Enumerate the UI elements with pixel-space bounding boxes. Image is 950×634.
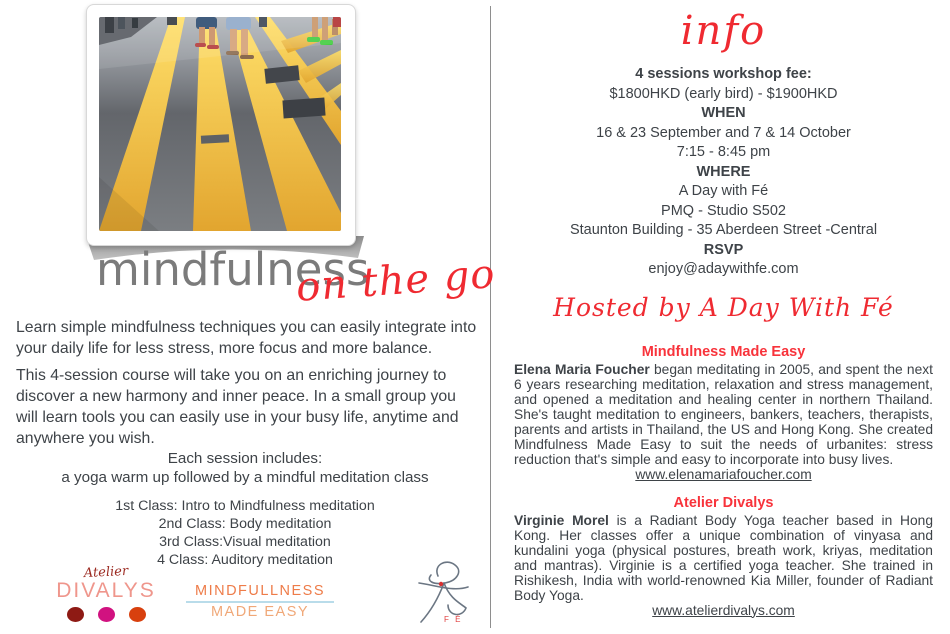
bio-virginie-text: is a Radiant Body Yoga teacher based in Hong Kong. Her classes offer a unique combination of vinyasa and kundalini yoga (physical postures, breath work, kriyas, meditation and mantras). Virginie is a certified yoga teacher. She trained in Rishikesh, India with world-renowned Kia Miller, founder of Radiant Body Yoga. bbox=[514, 512, 933, 603]
when-label: WHEN bbox=[701, 105, 746, 121]
section-heading-atelier-divalys: Atelier Divalys bbox=[673, 494, 774, 511]
rsvp-email[interactable]: enjoy@adaywithfe.com bbox=[648, 261, 799, 277]
rsvp-label: RSVP bbox=[703, 241, 744, 258]
atelier-divalys-logo bbox=[36, 565, 176, 622]
mindfullness-made-easy-mark bbox=[172, 583, 348, 620]
crosswalk-photo bbox=[86, 4, 356, 246]
fee-label: 4 sessions workshop fee: bbox=[635, 66, 812, 82]
fee-value: $1800HKD (early bird) - $1900HKD bbox=[609, 85, 838, 102]
atelier-script-word: Atelier bbox=[83, 563, 129, 582]
link-elenamariafoucher[interactable]: www.elenamariafoucher.com bbox=[635, 466, 812, 482]
link-atelierdivalys[interactable]: www.atelierdivalys.com bbox=[652, 602, 795, 618]
class-item-4: 4 Class: Auditory meditation bbox=[157, 552, 333, 568]
where-studio: PMQ - Studio S502 bbox=[661, 202, 786, 219]
fe-logo-icon bbox=[406, 560, 484, 630]
section-heading-mindfulness-made-easy: Mindfulness Made Easy bbox=[641, 343, 806, 360]
bio-virginie-name: Virginie Morel bbox=[514, 512, 609, 528]
where-label: WHERE bbox=[696, 163, 751, 180]
session-includes-label: Each session includes: bbox=[167, 450, 323, 467]
class-list bbox=[0, 497, 490, 569]
page-title: mindfulness bbox=[96, 243, 370, 296]
course-paragraph: This 4-session course will take you on an enriching journey to discover a new harmony and inner peace. In a small group you will learn tools you can easily use in your busy life, anytime and anywhere you wish. bbox=[16, 367, 459, 447]
info-heading: info bbox=[680, 8, 767, 54]
where-venue: A Day with Fé bbox=[678, 183, 769, 199]
where-address: Staunton Building - 35 Aberdeen Street -Central bbox=[569, 222, 878, 238]
three-color-dots-icon bbox=[36, 607, 176, 622]
intro-paragraph: Learn simple mindfulness techniques you can easily integrate into your daily life for less stress, more focus and more balance. bbox=[16, 319, 477, 357]
dot-maroon-icon bbox=[67, 607, 84, 622]
class-item-1: 1st Class: Intro to Mindfulness meditation bbox=[115, 498, 375, 514]
fe-label: F É bbox=[444, 615, 463, 624]
class-item-3: 3rd Class:Visual meditation bbox=[159, 534, 331, 550]
column-divider bbox=[490, 6, 491, 628]
when-time: 7:15 - 8:45 pm bbox=[676, 144, 771, 160]
mme-line1: MINDFULLNESS bbox=[195, 583, 325, 599]
bio-elena-text: began meditating in 2005, and spent the next 6 years researching meditation, relaxation and stress management, and opened a meditation and healing center in northern Thailand. She's taught meditation to engineers, bankers, teachers, therapists, parents and artists in Thailand, the US and Hong Kong. She created Mindfulness Made Easy to suit the needs of urbanites: stress reduction that's simple and easy to incorporate into busy lives. bbox=[514, 361, 933, 467]
dot-orange-icon bbox=[129, 607, 146, 622]
dot-magenta-icon bbox=[98, 607, 115, 622]
info-column bbox=[500, 0, 947, 619]
session-includes-detail: a yoga warm up followed by a mindful meditation class bbox=[61, 469, 429, 486]
underline-rule bbox=[186, 601, 334, 603]
when-dates: 16 & 23 September and 7 & 14 October bbox=[596, 124, 851, 141]
mme-line2: MADE EASY bbox=[210, 604, 310, 620]
hosted-by-line: Hosted by A Day With Fé bbox=[553, 292, 894, 322]
title-script-on-the-go: on the go bbox=[294, 251, 497, 311]
crosswalk-photo-image bbox=[99, 17, 341, 231]
class-item-2: 2nd Class: Body meditation bbox=[158, 516, 332, 532]
bio-virginie bbox=[514, 513, 933, 603]
bio-elena bbox=[514, 362, 933, 467]
bio-elena-name: Elena Maria Foucher bbox=[514, 361, 650, 377]
divalys-wordmark: DIVALYS bbox=[56, 579, 156, 602]
